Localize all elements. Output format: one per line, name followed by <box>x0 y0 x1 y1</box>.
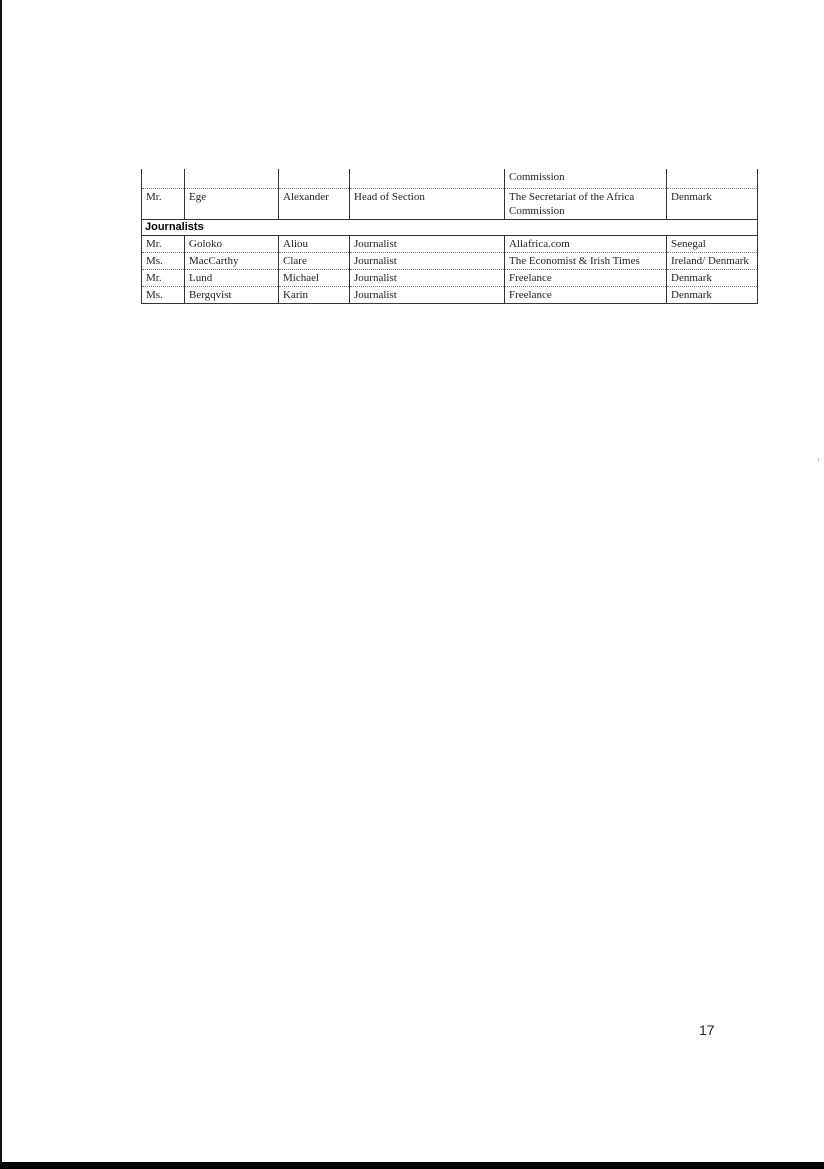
cell-first-name: Alexander <box>279 188 350 219</box>
page-number: 17 <box>699 1022 715 1038</box>
participants-table <box>141 169 758 304</box>
scan-speck <box>818 458 819 461</box>
table-row <box>142 252 758 269</box>
table-row <box>142 169 758 188</box>
cell-organisation: Commission <box>505 169 667 188</box>
scan-bottom-edge <box>0 1162 824 1169</box>
cell-first-name <box>279 169 350 188</box>
scan-left-edge <box>0 0 2 1162</box>
cell-first-name: Aliou <box>279 235 350 252</box>
cell-title: Mr. <box>142 188 185 219</box>
section-heading: Journalists <box>142 219 758 235</box>
cell-organisation: Freelance <box>505 269 667 286</box>
table-row <box>142 188 758 219</box>
cell-position: Journalist <box>350 235 505 252</box>
cell-country <box>667 169 758 188</box>
cell-surname: Bergqvist <box>185 286 279 303</box>
table-row <box>142 269 758 286</box>
cell-title: Ms. <box>142 286 185 303</box>
cell-position: Journalist <box>350 252 505 269</box>
cell-first-name: Clare <box>279 252 350 269</box>
cell-position: Journalist <box>350 286 505 303</box>
cell-organisation: The Secretariat of the Africa Commission <box>505 188 667 219</box>
cell-surname <box>185 169 279 188</box>
cell-first-name: Karin <box>279 286 350 303</box>
cell-surname: Ege <box>185 188 279 219</box>
cell-surname: MacCarthy <box>185 252 279 269</box>
cell-country: Ireland/ Denmark <box>667 252 758 269</box>
cell-surname: Goloko <box>185 235 279 252</box>
cell-organisation: The Economist & Irish Times <box>505 252 667 269</box>
cell-title: Mr. <box>142 235 185 252</box>
cell-title: Mr. <box>142 269 185 286</box>
table-row <box>142 286 758 303</box>
cell-position <box>350 169 505 188</box>
cell-country: Denmark <box>667 188 758 219</box>
table-row <box>142 235 758 252</box>
cell-country: Senegal <box>667 235 758 252</box>
cell-country: Denmark <box>667 286 758 303</box>
cell-title: Ms. <box>142 252 185 269</box>
cell-first-name: Michael <box>279 269 350 286</box>
cell-title <box>142 169 185 188</box>
cell-country: Denmark <box>667 269 758 286</box>
cell-surname: Lund <box>185 269 279 286</box>
cell-organisation: Freelance <box>505 286 667 303</box>
cell-organisation: Allafrica.com <box>505 235 667 252</box>
section-heading-row <box>142 219 758 235</box>
cell-position: Head of Section <box>350 188 505 219</box>
cell-position: Journalist <box>350 269 505 286</box>
